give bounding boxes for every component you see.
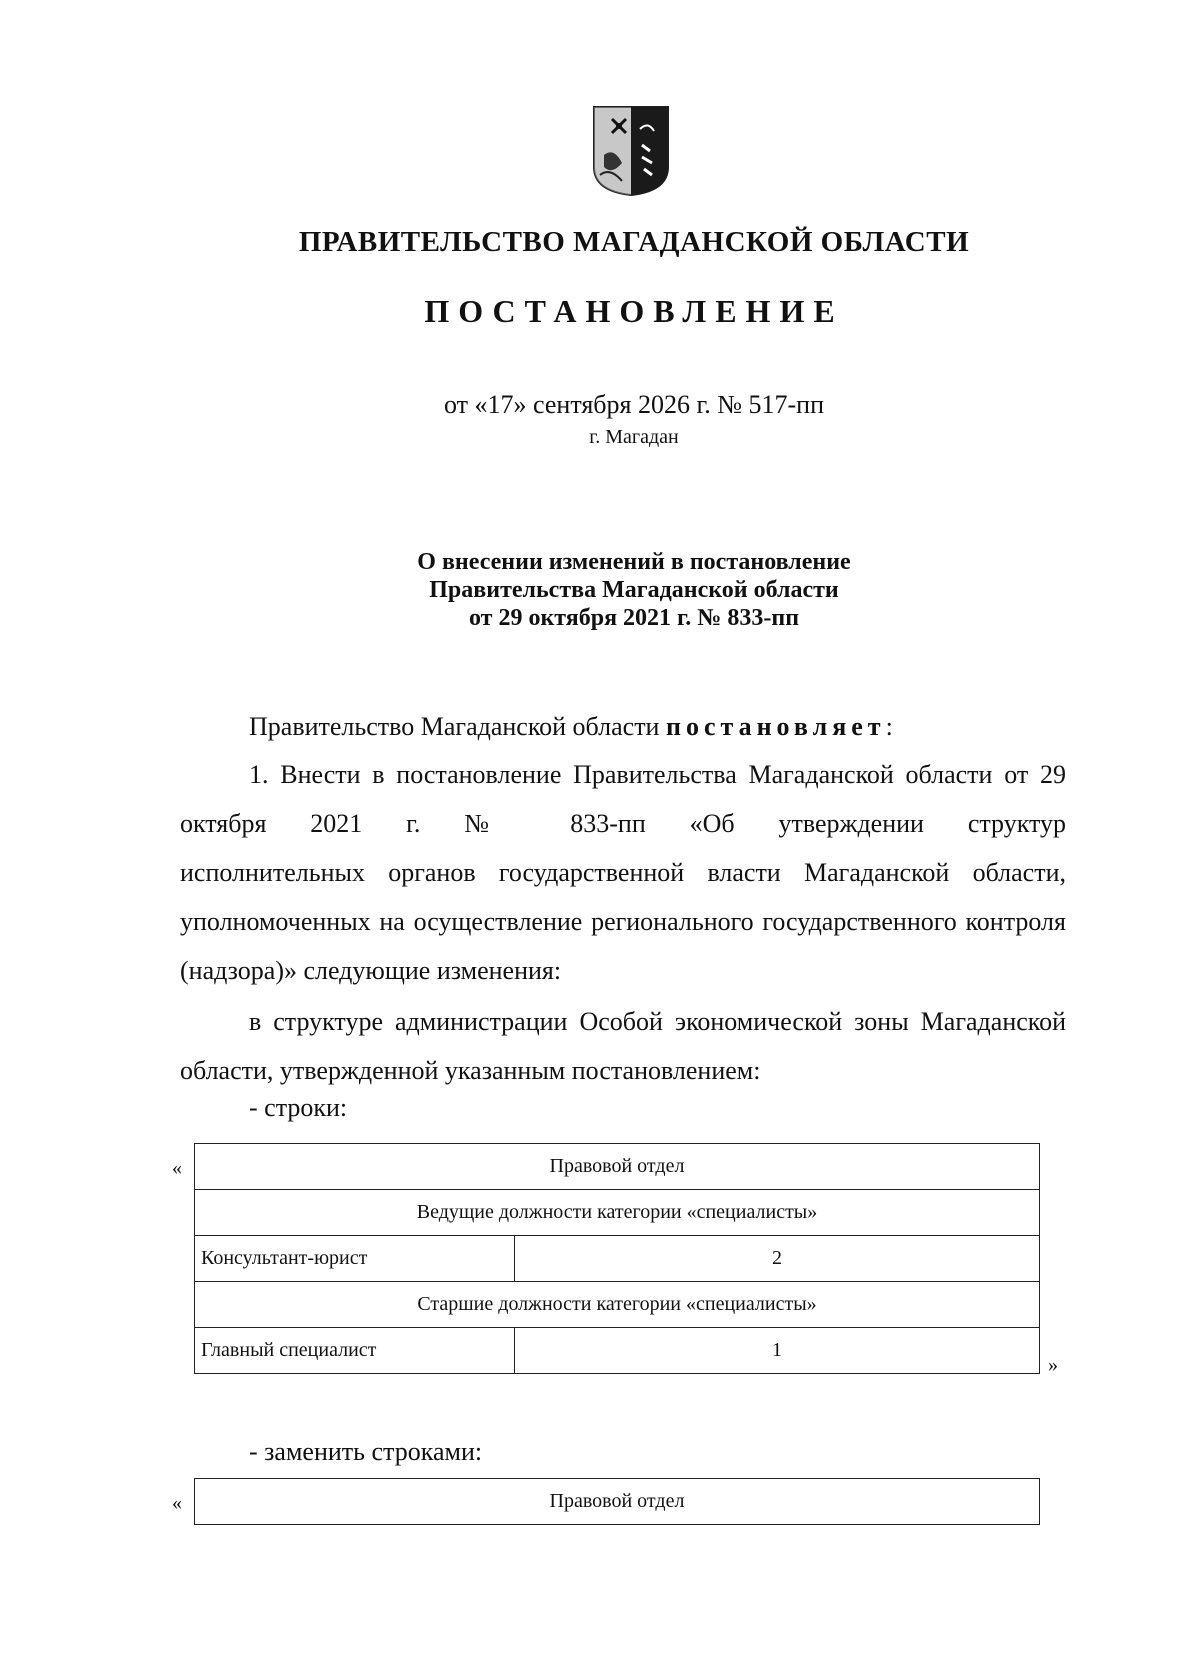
lines-label: - строки: <box>249 1093 348 1122</box>
document-date-number: от «17» сентября 2026 г. № 517-пп <box>443 390 825 419</box>
old-staff-table <box>194 1143 1040 1374</box>
government-title: ПРАВИТЕЛЬСТВО МАГАДАНСКОЙ ОБЛАСТИ <box>298 226 970 258</box>
coat-of-arms-icon <box>592 105 670 197</box>
subitem-paragraph: в структуре администрации Особой экономической зоны Магаданской области, утвержденной указанным постановлением: <box>180 1007 1066 1085</box>
subject-line-1: О внесении изменений в постановление <box>417 549 851 575</box>
position-cell: Главный специалист <box>195 1328 515 1374</box>
position-cell: Консультант-юрист <box>195 1236 515 1282</box>
close-quote: » <box>1048 1354 1058 1376</box>
table-row <box>195 1144 1040 1190</box>
preamble-resolves: постановляет <box>665 712 886 741</box>
group-header-cell: Ведущие должности категории «специалисты» <box>195 1190 1040 1236</box>
count-cell: 1 <box>515 1328 1040 1374</box>
document-subject <box>0 548 1200 632</box>
table-row <box>195 1236 1040 1282</box>
item-1-lead: 1. Внести в постановление Правительства Магаданской области от 29 октября 2021 г. № 833-пп «Об утверждении структур <box>180 760 1066 838</box>
new-staff-table <box>194 1478 1040 1525</box>
open-quote: « <box>172 1492 182 1514</box>
table-row <box>195 1282 1040 1328</box>
count-cell: 2 <box>515 1236 1040 1282</box>
subject-line-2: Правительства Магаданской области <box>429 577 839 603</box>
preamble-colon: : <box>885 712 893 741</box>
department-cell: Правовой отдел <box>195 1479 1040 1525</box>
preamble-text: Правительство Магаданской области <box>249 712 666 741</box>
department-cell: Правовой отдел <box>195 1144 1040 1190</box>
table-row <box>195 1328 1040 1374</box>
table-row <box>195 1479 1040 1525</box>
group-header-cell: Старшие должности категории «специалисты» <box>195 1282 1040 1328</box>
replace-label: - заменить строками: <box>249 1437 483 1466</box>
document-type: ПОСТАНОВЛЕНИЕ <box>424 293 844 329</box>
preamble-paragraph <box>180 702 1066 751</box>
subject-line-3: от 29 октября 2021 г. № 833-пп <box>468 605 800 631</box>
open-quote: « <box>172 1157 182 1179</box>
item-1-continuation: исполнительных органов государственной власти Магаданской области, уполномоченных на осуществление регионального государственного контроля (надзора)» следующие изменения: <box>180 858 1066 985</box>
item-1-paragraph <box>180 750 1066 995</box>
table-row <box>195 1190 1040 1236</box>
document-place: г. Магадан <box>589 426 679 448</box>
